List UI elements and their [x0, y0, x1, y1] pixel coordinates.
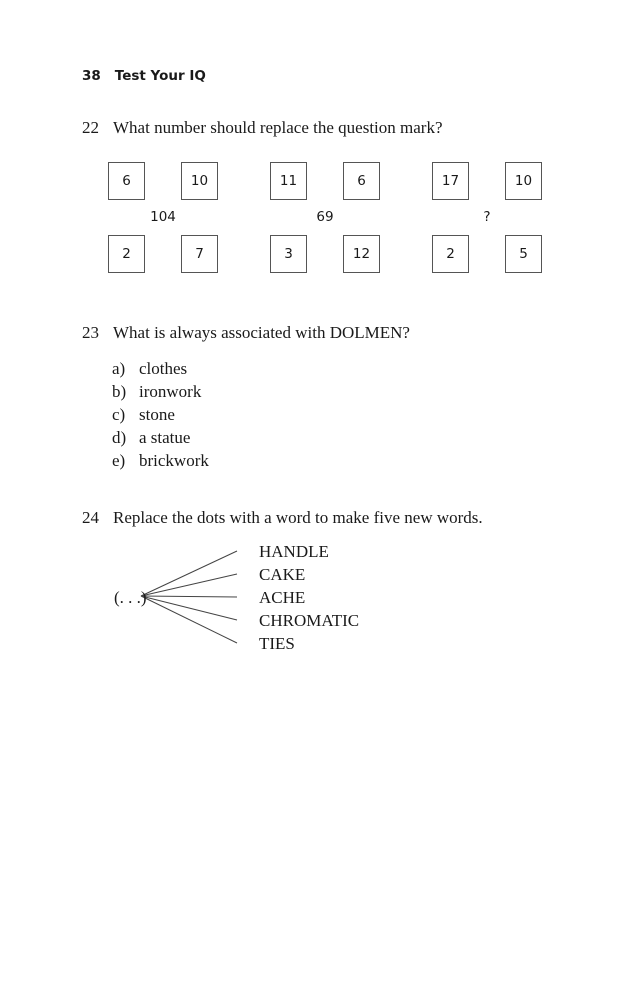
fan-line-5 — [141, 596, 237, 643]
cell-top-left: 11 — [270, 162, 307, 200]
center-value: 69 — [316, 209, 334, 225]
fan-line-1 — [141, 551, 237, 596]
cell-top-right: 10 — [181, 162, 218, 200]
option-text: stone — [139, 405, 175, 424]
cell-bottom-left: 2 — [108, 235, 145, 273]
word-list — [259, 540, 359, 655]
dots-placeholder: (. . .) — [114, 588, 147, 607]
option-letter: c) — [112, 405, 126, 424]
fan-line-4 — [141, 596, 237, 620]
cell-top-left: 17 — [432, 162, 469, 200]
word-item: HANDLE — [259, 542, 329, 561]
question-text: What is always associated with DOLMEN? — [113, 323, 410, 342]
word-item: CHROMATIC — [259, 611, 360, 630]
cell-top-right: 6 — [343, 162, 380, 200]
fan-line-2 — [141, 574, 237, 596]
cell-bottom-right: 7 — [181, 235, 218, 273]
option-text: brickwork — [139, 451, 209, 470]
book-title: Test Your IQ — [114, 68, 206, 84]
cell-bottom-right: 5 — [505, 235, 542, 273]
question-text: Replace the dots with a word to make five new words. — [113, 508, 483, 527]
option-letter: d) — [112, 428, 127, 447]
word-item: ACHE — [259, 588, 306, 607]
cell-bottom-left: 2 — [432, 235, 469, 273]
page-number: 38 — [82, 68, 101, 84]
question-number: 22 — [82, 118, 99, 137]
center-question-mark: ? — [483, 209, 491, 225]
cell-bottom-left: 3 — [270, 235, 307, 273]
option-letter: b) — [112, 382, 127, 401]
question-number: 24 — [82, 508, 99, 527]
center-value: 104 — [150, 209, 176, 225]
option-text: ironwork — [139, 382, 202, 401]
cell-bottom-right: 12 — [343, 235, 380, 273]
word-item: CAKE — [259, 565, 306, 584]
cell-top-left: 6 — [108, 162, 145, 200]
question-text: What number should replace the question mark? — [113, 118, 443, 137]
cell-top-right: 10 — [505, 162, 542, 200]
option-letter: e) — [112, 451, 126, 470]
fan-line-3 — [141, 596, 237, 597]
question-number: 23 — [82, 323, 99, 342]
option-letter: a) — [112, 359, 126, 378]
word-item: TIES — [259, 634, 295, 653]
option-text: a statue — [139, 428, 191, 447]
option-text: clothes — [139, 359, 188, 378]
